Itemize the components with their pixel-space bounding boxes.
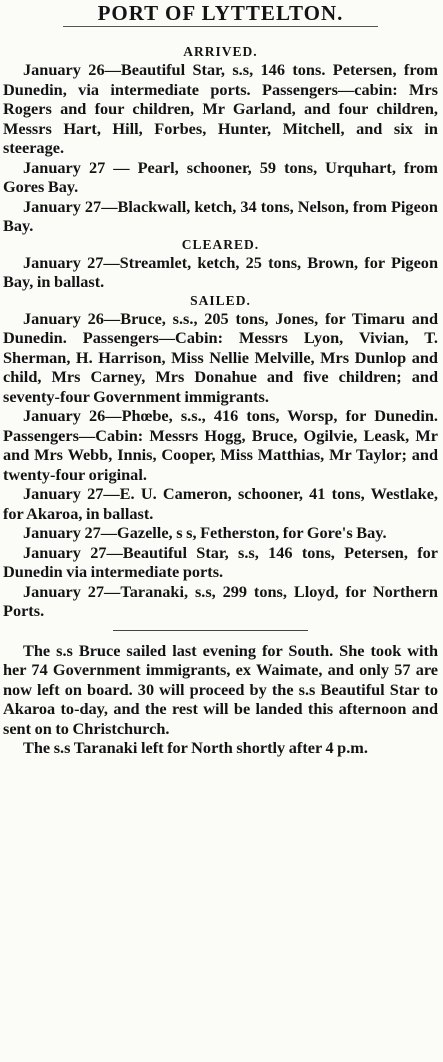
page-title: PORT OF LYTTELTON.: [97, 1, 344, 25]
sailed-entry: January 26—Phœbe, s.s., 416 tons, Worsp, for Dunedin. Passengers—Cabin: Messrs Hogg, Bruce, Ogilvie, Leask, Mr and Mrs Webb, Innis, Cooper, Miss Matthias, Mr Taylor; and twenty-four original.: [3, 406, 438, 484]
section-heading-arrived: ARRIVED.: [183, 44, 258, 59]
shipping-note: The s.s Taranaki left for North shortly after 4 p.m.: [23, 738, 368, 757]
shipping-note: The s.s Bruce sailed last evening for South. She took with her 74 Government immigrants, ex Waimate, and only 57 are now left on board. 30 will proceed by the s.s Beautiful Star to Akaroa to-day, and the rest will be landed this afternoon and sent on to Christchurch.: [3, 640, 438, 738]
section-heading-sailed: SAILED.: [190, 292, 251, 308]
section-heading-cleared: CLEARED.: [181, 236, 260, 252]
sailed-entry: January 27—Gazelle, s s, Fetherston, for Gore's Bay.: [23, 523, 387, 542]
section-divider: [113, 630, 308, 631]
sailed-entry: January 26—Bruce, s.s., 205 tons, Jones, for Timaru and Dunedin. Passengers—Cabin: Messrs Lyon, Vivian, T. Sherman, H. Harrison, Miss Nellie Melville, Mrs Dunlop and child, Mrs Carney, Mrs Donahue and five children; and seventy-four Government immigrants.: [3, 308, 438, 406]
sailed-entry: January 27—E. U. Cameron, schooner, 41 tons, Westlake, for Akaroa, in ballast.: [3, 484, 438, 523]
title-rule: [63, 26, 378, 27]
cleared-entry: January 27—Streamlet, ketch, 25 tons, Brown, for Pigeon Bay, in ballast.: [3, 252, 438, 291]
arrived-entry: January 26—Beautiful Star, s.s, 146 tons. Petersen, from Dunedin, via intermediate ports. Passengers—cabin: Mrs Rogers and four children, Mr Garland, and four children, Messrs Hart, Hill, Forbes, Hunter, Mitchell, and six in steerage.: [3, 60, 438, 157]
arrived-entry: January 27 — Pearl, schooner, 59 tons, Urquhart, from Gores Bay.: [3, 157, 438, 196]
sailed-entry: January 27—Taranaki, s.s, 299 tons, Lloyd, for Northern Ports.: [3, 581, 438, 620]
sailed-entry: January 27—Beautiful Star, s.s, 146 tons, Petersen, for Dunedin via intermediate ports.: [3, 542, 438, 581]
arrived-entry: January 27—Blackwall, ketch, 34 tons, Nelson, from Pigeon Bay.: [3, 196, 438, 235]
